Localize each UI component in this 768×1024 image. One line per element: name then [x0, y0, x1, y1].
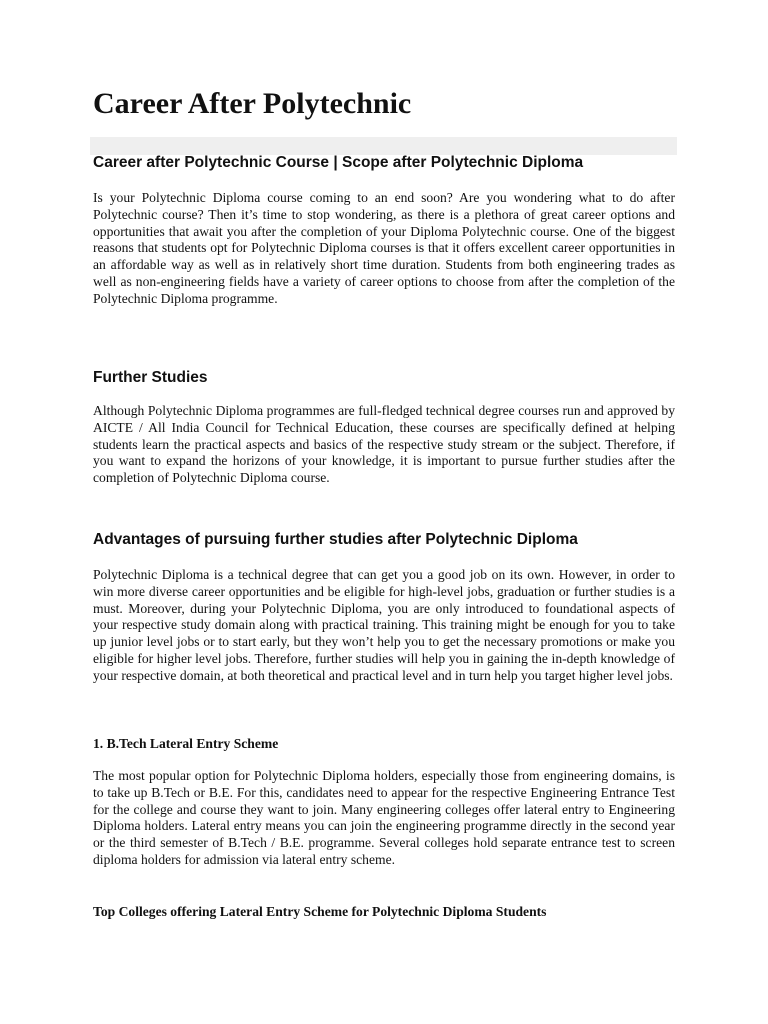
section-heading-advantages: Advantages of pursuing further studies after Polytechnic Diploma — [93, 531, 578, 548]
section-heading-further-studies: Further Studies — [93, 369, 208, 386]
advantages-paragraph: Polytechnic Diploma is a technical degree that can get you a good job on its own. However, in order to win more diverse career opportunities and be eligible for high-level jobs, graduation or further studies is a must. Moreover, during your Polytechnic Diploma, you are only introduced to foundational aspects of your respective study domain along with practical training. This training might be enough for you to take up junior level jobs or to start early, but they won’t help you to get the necessary promotions or make you eligible for higher level jobs. Therefore, further studies will help you in gaining the in-depth knowledge of your respective domain, at both theoretical and practical level and in turn help you target higher level jobs. — [93, 567, 675, 683]
intro-paragraph: Is your Polytechnic Diploma course coming to an end soon? Are you wondering what to do after Polytechnic course? Then it’s time to stop wondering, as there is a plethora of great career options and opportunities that await you after the completion of your Diploma Polytechnic course. One of the biggest reasons that students opt for Polytechnic Diploma courses is that it offers excellent career opportunities in an affordable way as well as in relatively short time duration. Students from both engineering trades as well as non-engineering fields have a variety of career options to choose from after the completion of the Polytechnic Diploma programme. — [93, 190, 675, 306]
section-heading-career-scope: Career after Polytechnic Course | Scope after Polytechnic Diploma — [93, 154, 584, 171]
document-title: Career After Polytechnic — [93, 87, 412, 120]
btech-lateral-entry-paragraph: The most popular option for Polytechnic Diploma holders, especially those from engineering domains, is to take up B.Tech or B.E. For this, candidates need to appear for the respective Engineering Entrance Test for the college and course they want to join. Many engineering colleges offer lateral entry to Engineering Diploma holders. Lateral entry means you can join the engineering programme directly in the second year or the third semester of B.Tech / B.E. programme. Several colleges hold separate entrance test to screen diploma holders for admission via lateral entry scheme. — [93, 768, 675, 867]
further-studies-paragraph: Although Polytechnic Diploma programmes are full-fledged technical degree courses run and approved by AICTE / All India Council for Technical Education, these courses are specifically defined at helping students learn the practical aspects and basics of the respective study stream or the subject. Therefore, if you want to expand the horizons of your knowledge, it is important to pursue further studies after the completion of Polytechnic Diploma course. — [93, 403, 675, 486]
subheading-top-colleges: Top Colleges offering Lateral Entry Scheme for Polytechnic Diploma Students — [93, 904, 547, 919]
subheading-btech-lateral-entry: 1. B.Tech Lateral Entry Scheme — [93, 736, 279, 751]
